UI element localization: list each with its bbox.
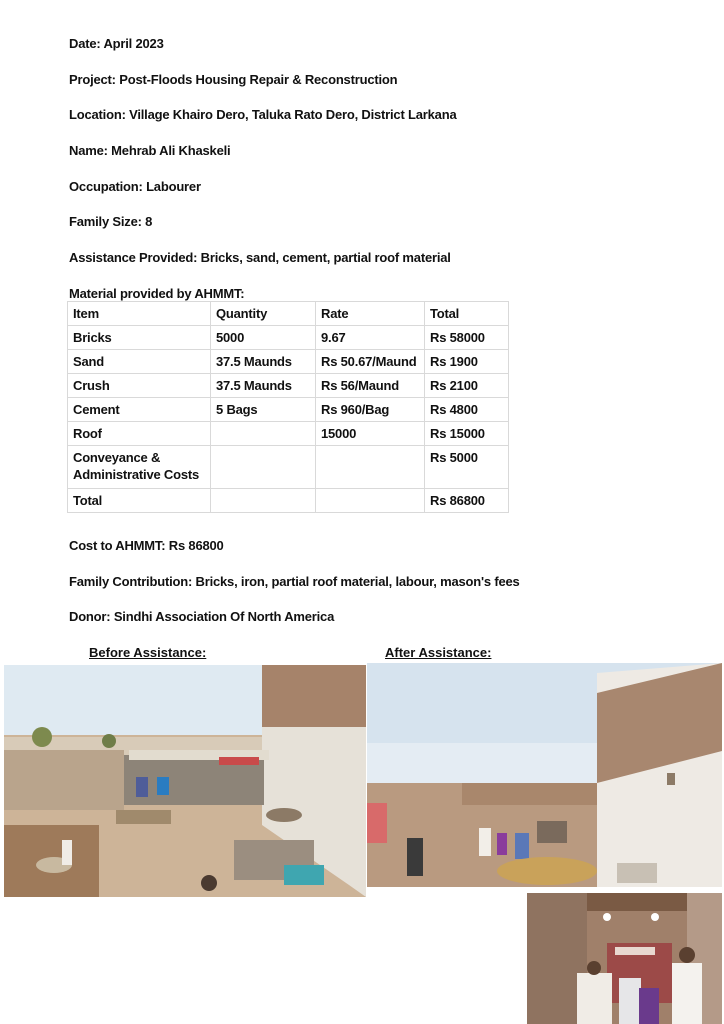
materials-table bbox=[67, 301, 509, 513]
cell-total: Rs 2100 bbox=[425, 374, 509, 398]
table-row bbox=[68, 326, 509, 350]
cell-rate: Rs 50.67/Maund bbox=[316, 350, 425, 374]
family-photo bbox=[527, 893, 722, 1024]
table-total-row bbox=[68, 489, 509, 513]
cell-quantity: 37.5 Maunds bbox=[211, 374, 316, 398]
date-field: Date: April 2023 bbox=[69, 36, 164, 51]
materials-heading: Material provided by AHMMT: bbox=[69, 286, 245, 301]
cell-total: Rs 58000 bbox=[425, 326, 509, 350]
cell-quantity: 5000 bbox=[211, 326, 316, 350]
header-rate: Rate bbox=[316, 302, 425, 326]
table-row bbox=[68, 422, 509, 446]
occupation-field: Occupation: Labourer bbox=[69, 179, 201, 194]
cell-item: Conveyance & Administrative Costs bbox=[68, 446, 211, 489]
cost-field: Cost to AHMMT: Rs 86800 bbox=[69, 538, 224, 553]
header-item: Item bbox=[68, 302, 211, 326]
cell-total: Rs 86800 bbox=[425, 489, 509, 513]
before-caption: Before Assistance: bbox=[89, 645, 207, 660]
cell-item: Bricks bbox=[68, 326, 211, 350]
cell-total: Rs 1900 bbox=[425, 350, 509, 374]
name-field: Name: Mehrab Ali Khaskeli bbox=[69, 143, 231, 158]
cell-rate: 9.67 bbox=[316, 326, 425, 350]
cell-rate bbox=[316, 489, 425, 513]
cell-rate: Rs 56/Maund bbox=[316, 374, 425, 398]
table-row bbox=[68, 446, 509, 489]
cell-quantity bbox=[211, 489, 316, 513]
cell-item: Crush bbox=[68, 374, 211, 398]
header-quantity: Quantity bbox=[211, 302, 316, 326]
cell-quantity: 37.5 Maunds bbox=[211, 350, 316, 374]
family-size-field: Family Size: 8 bbox=[69, 214, 153, 229]
cell-quantity bbox=[211, 446, 316, 489]
table-row bbox=[68, 398, 509, 422]
cell-total: Rs 5000 bbox=[425, 446, 509, 489]
before-assistance-photo bbox=[4, 665, 366, 897]
location-field: Location: Village Khairo Dero, Taluka Rato Dero, District Larkana bbox=[69, 107, 457, 122]
cell-rate: 15000 bbox=[316, 422, 425, 446]
cell-total: Rs 15000 bbox=[425, 422, 509, 446]
after-assistance-photo bbox=[367, 663, 722, 887]
cell-item: Total bbox=[68, 489, 211, 513]
cell-item: Roof bbox=[68, 422, 211, 446]
project-field: Project: Post-Floods Housing Repair & Reconstruction bbox=[69, 72, 398, 87]
table-header-row bbox=[68, 302, 509, 326]
header-total: Total bbox=[425, 302, 509, 326]
after-caption: After Assistance: bbox=[385, 645, 492, 660]
assistance-field: Assistance Provided: Bricks, sand, cement, partial roof material bbox=[69, 250, 451, 265]
table-row bbox=[68, 350, 509, 374]
cell-total: Rs 4800 bbox=[425, 398, 509, 422]
family-contribution-field: Family Contribution: Bricks, iron, partial roof material, labour, mason's fees bbox=[69, 574, 520, 589]
cell-rate: Rs 960/Bag bbox=[316, 398, 425, 422]
cell-item: Sand bbox=[68, 350, 211, 374]
donor-field: Donor: Sindhi Association Of North America bbox=[69, 609, 335, 624]
cell-rate bbox=[316, 446, 425, 489]
cell-quantity bbox=[211, 422, 316, 446]
cell-quantity: 5 Bags bbox=[211, 398, 316, 422]
table-row bbox=[68, 374, 509, 398]
cell-item: Cement bbox=[68, 398, 211, 422]
